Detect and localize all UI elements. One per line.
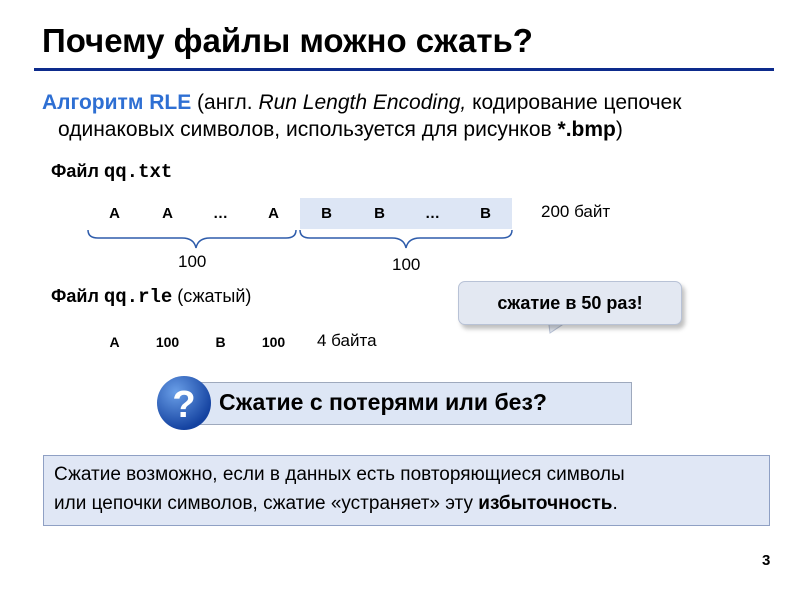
sequence-cell: B <box>300 198 353 229</box>
sequence-cell: … <box>213 205 228 222</box>
question-text: Сжатие с потерями или без? <box>219 389 547 415</box>
summary-line-2: или цепочки символов, сжатие «устраняет» эту <box>54 493 479 514</box>
summary-end: . <box>612 493 618 514</box>
intro-close-paren: ) <box>615 118 623 141</box>
group-braces <box>86 228 516 252</box>
file2-prefix: Файл <box>51 286 104 306</box>
intro-open-paren: (англ. <box>191 91 259 114</box>
question-icon <box>155 372 215 432</box>
intro-paragraph <box>42 89 782 143</box>
compressed-cell: 100 <box>261 334 286 350</box>
compression-callout: сжатие в 50 раз! <box>458 281 682 325</box>
summary-box <box>43 455 770 526</box>
intro-description: кодирование цепочек <box>466 91 682 114</box>
algorithm-name: Алгоритм RLE <box>42 91 192 114</box>
file1-sequence <box>88 198 512 229</box>
file2-label <box>51 286 251 308</box>
file2-size: 4 байта <box>317 331 377 350</box>
summary-line-1: Сжатие возможно, если в данных есть повторяющиеся символы <box>54 464 625 485</box>
compressed-cell: 100 <box>155 334 180 350</box>
sequence-cell: A <box>162 205 173 222</box>
group-count-a: 100 <box>178 252 207 271</box>
file2-note: (сжатый) <box>172 286 252 306</box>
file1-prefix: Файл <box>51 161 104 181</box>
svg-text:?: ? <box>172 384 196 426</box>
summary-emphasis: избыточность <box>478 493 613 514</box>
intro-line-2 <box>42 116 782 143</box>
bmp-extension: *.bmp <box>557 118 616 141</box>
sequence-cell: B <box>459 198 512 229</box>
intro-line-2-text: одинаковых символов, используется для рисунков <box>58 118 558 141</box>
brace-left <box>88 230 296 248</box>
sequence-cell: … <box>406 198 459 229</box>
compressed-cell: A <box>109 334 120 350</box>
title-divider <box>34 68 774 71</box>
compressed-cell: B <box>215 334 226 350</box>
brace-right <box>300 230 512 248</box>
file2-name: qq.rle <box>103 286 173 308</box>
sequence-cell: A <box>109 205 120 222</box>
file2-sequence <box>88 330 300 354</box>
sequence-cell: A <box>268 205 279 222</box>
file1-name: qq.txt <box>103 161 173 183</box>
group-count-b: 100 <box>392 255 421 274</box>
page-number: 3 <box>762 552 771 569</box>
english-name: Run Length Encoding, <box>258 91 467 114</box>
slide-title: Почему файлы можно сжать? <box>42 22 533 59</box>
file1-size: 200 байт <box>541 202 611 221</box>
sequence-cell: B <box>353 198 406 229</box>
file1-label <box>51 161 172 183</box>
